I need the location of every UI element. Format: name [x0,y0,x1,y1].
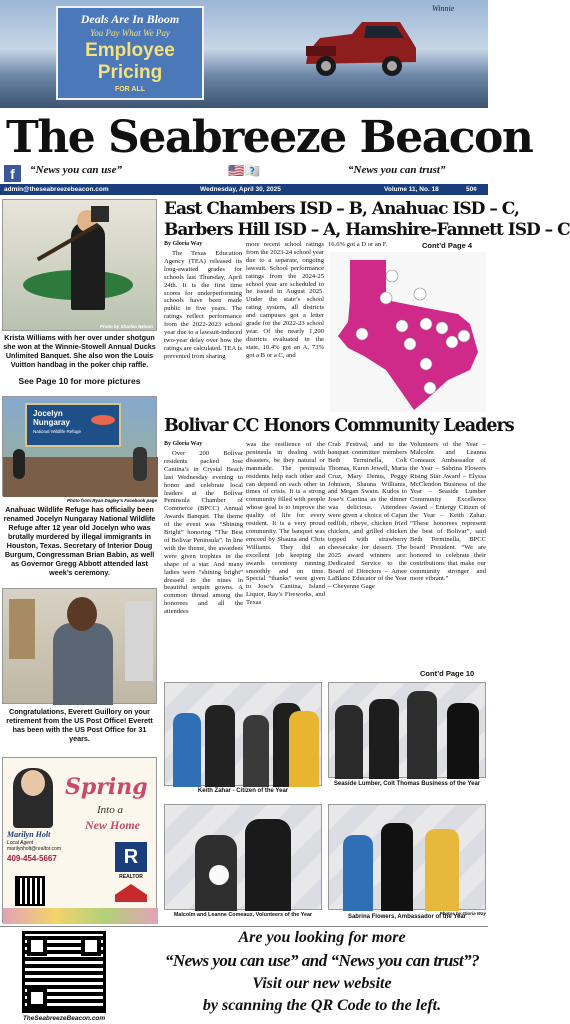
banner-line-1: Are you looking for more [238,929,406,946]
ad-into: Into a [97,804,123,816]
realtor-advertisement[interactable] [2,757,157,923]
continued-link[interactable]: Cont’d Page 10 [420,669,475,678]
photo-credit: Photo by Sharlea Nelson [99,324,153,329]
photo-seaside-lumber [328,682,486,778]
pickup-truck-image [300,18,418,80]
ad-text-box [56,6,204,100]
price: 50¢ [466,186,477,193]
story-column: 16.6% got a D or an F. [328,241,388,248]
qr-code-icon[interactable] [15,876,45,906]
realtor-phone[interactable]: 409-454-5667 [7,854,57,863]
realtor-role: Local Agent [7,840,34,846]
ad-spring: Spring [65,774,148,800]
byline: By Gloria Way [164,241,203,247]
story-column: was the resilience of the peninsula in dealing with disasters, be they natural or manmade. The peninsula residents help each other and can depend on each other in times of crisis. It is a strong community filled with people whose goal is to improve the quality of life for every resident. It is a very proud community. The banquet was emceed by Shauna and Chris Williams. They did an excellent job keeping the awards ceremony running smoothly and on time. Special “thanks” were given to Jose’s Cantina, Island Liquor, Ray’s Fireworks, and Texas [246,441,325,607]
photo-caption: Malcolm and Leanne Comeaux, Volunteers of the Year [173,912,313,918]
photo-comeaux [164,804,322,910]
story-column: Over 200 Bolivar residents packed Jose Cantina’s in Crystal Beach last Wednesday evening to honor and celebrate local leaders at the Bolivar Peninsula Chamber of Commerce (BPCC) Annual Awards Banquet. The theme of the event was “Shining Bright” honoring “The Best of Bolivar Peninsula”. In line with the theme, the awardees were given trophies in the shape of a star. And many ladies were “shining bright” dressed to the nines in beautiful sequin gowns. A common thread among the honorees and all the attendees [164,450,243,616]
story-column: The Texas Education Agency (TEA) released its long-awaited grades for schools last Thursday, April 24th. It is the first time scores for underperforming schools have been made public in five years. The ratings reflect performance from the 2022-2023 school year due to a lawsuit-induced two-year delay over how the ratings are calculated. TEA is prevented from sharing [164,250,242,360]
ad-employee-pricing: Employee Pricing [85,40,175,83]
newspaper-title: The Seabreeze Beacon [6,112,533,163]
flags-icon: 🇺🇸🇹🇽 [228,163,261,178]
photo-credit: Photo from Ryan Dagley’s Facebook page [67,498,157,503]
slogan-right: “News you can trust” [348,164,446,176]
photo-krista-williams [2,199,157,331]
volume-number: Volume 11, No. 18 [384,186,439,193]
top-advertisement[interactable] [0,0,488,108]
info-bar [0,184,488,195]
story-column: Crab Festival, and to the banquet committee members Beth Terminella, Colt Thomas, Karen Jewell, Maria Cruz, Mary Denus, Peggy Johnson, Shauna Williams, and Megan Swain. Kudos to Jose’s Cantina as the dinner was delicious. Attendees were given a choice of Cajun redfish, ribeye, chicken fried chicken, and grilled chicken topped with strawberry cheesecake for dessert. The 2025 award winners are: Dedicated Service to the Board of Directors – Amee LaBlanc Educator of the Year – Cheyenne Gage [328,441,407,591]
story-column: Volunteers of the Year – Malcolm and Leanna Comeaux Ambassador of the Year – Sabrina Flowers Rising Star Award – Elyssa McClendon Business of the Year – Seaside Lumber Community Excellence Award – Entergy Citizen of the Year – Keith Zahar. “These honorees represent the best of Bolivar”, said Beth Terminella, BPCC board President. “We are honored to celebrate their contributions that make our community stronger and more vibrant.” [410,441,486,583]
slogan-left: “News you can use” [30,164,122,176]
realtor-email[interactable]: marilynholt@realtor.com [7,846,61,852]
ad-headline: Deals Are In Bloom [80,12,180,26]
banner-line-3: Visit our new website [252,975,392,992]
sign-subtitle: National Wildlife Refuge [33,429,82,434]
house-icon [115,884,147,902]
continued-link[interactable]: Cont’d Page 4 [422,241,473,250]
photo-keith-zahar [164,682,322,786]
issue-date: Wednesday, April 30, 2025 [200,186,281,193]
realtor-name: Marilyn Holt [7,830,51,839]
realtor-label: REALTOR [119,874,143,880]
ad-new-home: New Home [85,818,140,832]
email-link[interactable]: admin@theseabreezebeacon.com [4,186,109,193]
photo-caption: Anahuac Wildlife Refuge has officially been renamed Jocelyn Nungaray National Wildlife Refuge after 12 year old Jocelyn who was brutally murdered by illegal immigrants in Houston, Texas. Secretary of Interior Doug Burgum, Congressman Brian Babin, as well as Governor Gregg Abbott attended last week’s ceremony. [3,505,156,577]
photo-credit: Photos by Gloria Way [439,911,486,916]
photo-caption: Seaside Lumber, Colt Thomas Business of the Year [333,781,481,787]
photo-caption: Keith Zahar - Citizen of the Year [197,788,289,794]
headline-school-grades: East Chambers ISD – B, Anahuac ISD – C, Barbers Hill ISD – A, Hamshire-Fannett ISD – C [164,199,570,240]
photo-caption: Sabrina Flowers, Ambassador of the Year [347,914,467,920]
qr-code-icon[interactable] [22,931,106,1013]
headline-bolivar-cc: Bolivar CC Honors Community Leaders [164,416,514,436]
banner-line-4: by scanning the QR Code to the left. [202,997,442,1014]
story-column: more recent school ratings from the 2023-24 school year due to a separate, ongoing lawsuit. School performance ratings from the 2024-25 school year are scheduled to be issued in August 2025. Under the state’s school rating system, all districts and campuses got a letter grade for the 2022-23 school year. Of the nearly 1,200 districts evaluated in the state, 10.4% got an A, 73% got a B or a C, and [246,241,325,359]
flowers-decoration [3,908,158,924]
photo-caption: Congratulations, Everett Guillory on your retirement from the US Post Office! Everett has been with the US Post Office for 31 years. [6,707,153,743]
photo-everett-guillory [2,588,157,704]
website-url[interactable]: TheSeabreezeBeacon.com [22,1015,106,1022]
see-more-link[interactable]: See Page 10 for more pictures [18,376,141,386]
website-banner[interactable] [0,926,488,1024]
sign-name: Jocelyn Nungaray [33,409,70,427]
texas-map [330,252,486,412]
photo-refuge-sign [2,396,157,496]
byline: By Gloria Way [164,441,203,447]
realtor-r-logo: R [115,842,147,872]
photo-caption: Krista Williams with her over under shotgun she won at the Winnie-Stowell Annual Ducks Unlimited Banquet. She also won the Louis Vuitton handbag in the poker chip raffle. [3,333,156,369]
banner-line-2: “News you can use” and “News you can trust”? [164,951,480,970]
photo-sabrina-flowers [328,804,486,910]
ad-dealer-logo: Winnie [432,4,455,13]
ad-subline: You Pay What We Pay [90,28,170,38]
ad-footer: FOR ALL [114,86,146,93]
facebook-icon[interactable]: f [4,165,21,182]
